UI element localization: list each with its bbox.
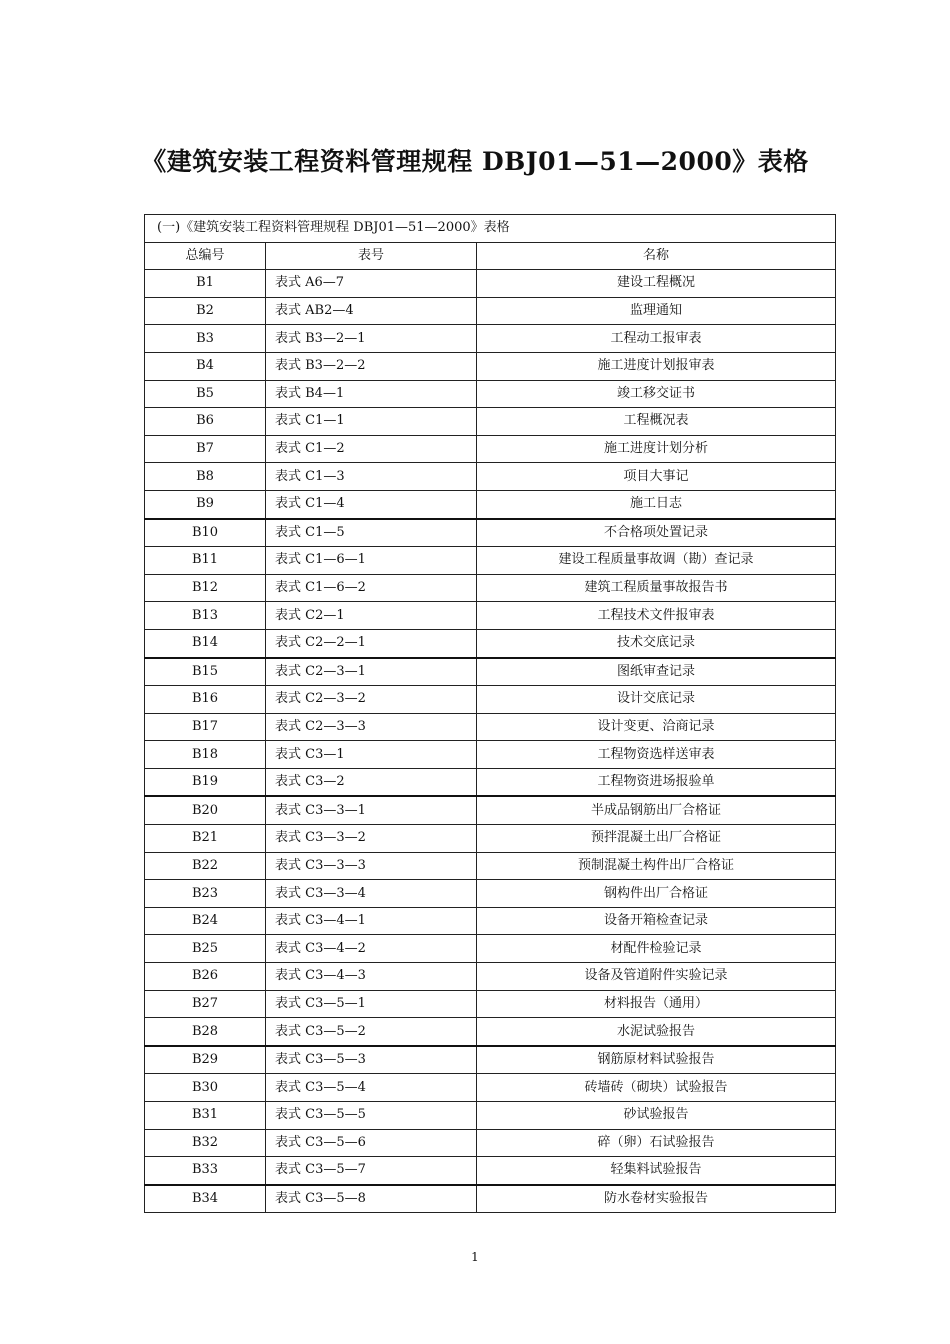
table-row	[145, 880, 836, 908]
cell-number: B18	[145, 741, 266, 769]
table-header-row	[145, 242, 836, 270]
cell-name: 钢筋原材料试验报告	[477, 1046, 836, 1074]
table-caption-row	[145, 215, 836, 243]
cell-form: 表式 C3—2	[266, 768, 477, 796]
cell-form: 表式 C2—3—1	[266, 658, 477, 686]
cell-number: B20	[145, 796, 266, 824]
cell-name: 工程技术文件报审表	[477, 602, 836, 630]
cell-form: 表式 A6—7	[266, 270, 477, 298]
cell-name: 建设工程概况	[477, 270, 836, 298]
cell-number: B30	[145, 1074, 266, 1102]
table-row	[145, 629, 836, 657]
cell-name: 设备及管道附件实验记录	[477, 963, 836, 991]
cell-name: 建筑工程质量事故报告书	[477, 574, 836, 602]
cell-name: 设备开箱检查记录	[477, 907, 836, 935]
table-row	[145, 1185, 836, 1213]
table-row	[145, 1102, 836, 1130]
table-row	[145, 574, 836, 602]
cell-number: B15	[145, 658, 266, 686]
cell-form: 表式 C3—1	[266, 741, 477, 769]
cell-name: 水泥试验报告	[477, 1018, 836, 1046]
cell-form: 表式 C2—2—1	[266, 629, 477, 657]
cell-number: B2	[145, 297, 266, 325]
cell-name: 工程物资进场报验单	[477, 768, 836, 796]
table-row	[145, 435, 836, 463]
cell-number: B13	[145, 602, 266, 630]
cell-form: 表式 B3—2—1	[266, 325, 477, 353]
cell-name: 竣工移交证书	[477, 380, 836, 408]
table-row	[145, 686, 836, 714]
cell-name: 工程动工报审表	[477, 325, 836, 353]
cell-name: 碎（卵）石试验报告	[477, 1129, 836, 1157]
table-row	[145, 852, 836, 880]
table-row	[145, 796, 836, 824]
table-row	[145, 408, 836, 436]
cell-name: 轻集料试验报告	[477, 1157, 836, 1185]
cell-form: 表式 C3—5—8	[266, 1185, 477, 1213]
cell-name: 监理通知	[477, 297, 836, 325]
header-number: 总编号	[145, 242, 266, 270]
cell-number: B16	[145, 686, 266, 714]
cell-name: 技术交底记录	[477, 629, 836, 657]
table-row	[145, 352, 836, 380]
forms-table	[144, 214, 836, 1213]
cell-form: 表式 C2—3—3	[266, 713, 477, 741]
cell-number: B9	[145, 490, 266, 518]
table-caption: (一)《建筑安装工程资料管理规程 DBJ01—51—2000》表格	[145, 215, 836, 243]
cell-number: B12	[145, 574, 266, 602]
cell-number: B7	[145, 435, 266, 463]
cell-number: B8	[145, 463, 266, 491]
cell-number: B24	[145, 907, 266, 935]
cell-number: B10	[145, 519, 266, 547]
cell-name: 设计交底记录	[477, 686, 836, 714]
cell-number: B3	[145, 325, 266, 353]
cell-number: B4	[145, 352, 266, 380]
cell-form: 表式 C1—6—2	[266, 574, 477, 602]
cell-name: 项目大事记	[477, 463, 836, 491]
cell-number: B23	[145, 880, 266, 908]
table-body	[145, 215, 836, 1213]
table-row	[145, 990, 836, 1018]
cell-form: 表式 C3—3—2	[266, 825, 477, 853]
cell-name: 施工进度计划报审表	[477, 352, 836, 380]
cell-form: 表式 C3—5—3	[266, 1046, 477, 1074]
cell-number: B17	[145, 713, 266, 741]
cell-name: 半成品钢筋出厂合格证	[477, 796, 836, 824]
cell-form: 表式 C3—4—1	[266, 907, 477, 935]
cell-number: B32	[145, 1129, 266, 1157]
cell-name: 钢构件出厂合格证	[477, 880, 836, 908]
table-row	[145, 741, 836, 769]
table-row	[145, 547, 836, 575]
cell-number: B31	[145, 1102, 266, 1130]
header-form: 表号	[266, 242, 477, 270]
cell-form: 表式 C3—3—4	[266, 880, 477, 908]
table-row	[145, 602, 836, 630]
cell-number: B29	[145, 1046, 266, 1074]
cell-name: 预制混凝土构件出厂合格证	[477, 852, 836, 880]
cell-form: 表式 C3—5—1	[266, 990, 477, 1018]
table-row	[145, 490, 836, 518]
table-row	[145, 713, 836, 741]
cell-form: 表式 C3—5—4	[266, 1074, 477, 1102]
cell-form: 表式 C3—5—7	[266, 1157, 477, 1185]
cell-form: 表式 C1—3	[266, 463, 477, 491]
table-row	[145, 380, 836, 408]
table-row	[145, 935, 836, 963]
cell-form: 表式 C3—5—6	[266, 1129, 477, 1157]
cell-form: 表式 B4—1	[266, 380, 477, 408]
cell-name: 不合格项处置记录	[477, 519, 836, 547]
cell-name: 防水卷材实验报告	[477, 1185, 836, 1213]
cell-number: B14	[145, 629, 266, 657]
cell-name: 预拌混凝土出厂合格证	[477, 825, 836, 853]
header-name: 名称	[477, 242, 836, 270]
table-row	[145, 1157, 836, 1185]
table-row	[145, 963, 836, 991]
table-row	[145, 270, 836, 298]
cell-number: B26	[145, 963, 266, 991]
cell-name: 材料报告（通用）	[477, 990, 836, 1018]
table-row	[145, 325, 836, 353]
page-number: 1	[471, 1250, 479, 1264]
cell-name: 工程物资选样送审表	[477, 741, 836, 769]
table-row	[145, 1046, 836, 1074]
cell-name: 设计变更、洽商记录	[477, 713, 836, 741]
cell-name: 施工进度计划分析	[477, 435, 836, 463]
table-row	[145, 1018, 836, 1046]
cell-form: 表式 C3—4—2	[266, 935, 477, 963]
cell-number: B27	[145, 990, 266, 1018]
table-row	[145, 658, 836, 686]
page-title: 《建筑安装工程资料管理规程 DBJ01—51—2000》表格	[141, 147, 809, 176]
cell-form: 表式 C3—3—1	[266, 796, 477, 824]
cell-name: 砖墙砖（砌块）试验报告	[477, 1074, 836, 1102]
cell-form: 表式 C3—3—3	[266, 852, 477, 880]
cell-number: B5	[145, 380, 266, 408]
cell-form: 表式 C3—5—2	[266, 1018, 477, 1046]
cell-form: 表式 C2—1	[266, 602, 477, 630]
table-row	[145, 519, 836, 547]
table-row	[145, 1074, 836, 1102]
cell-name: 施工日志	[477, 490, 836, 518]
cell-form: 表式 C1—5	[266, 519, 477, 547]
cell-form: 表式 C1—2	[266, 435, 477, 463]
cell-number: B33	[145, 1157, 266, 1185]
table-row	[145, 768, 836, 796]
cell-number: B22	[145, 852, 266, 880]
cell-form: 表式 C3—4—3	[266, 963, 477, 991]
cell-name: 建设工程质量事故调（勘）查记录	[477, 547, 836, 575]
cell-number: B21	[145, 825, 266, 853]
cell-form: 表式 AB2—4	[266, 297, 477, 325]
cell-number: B11	[145, 547, 266, 575]
cell-name: 图纸审查记录	[477, 658, 836, 686]
table-row	[145, 825, 836, 853]
cell-form: 表式 C2—3—2	[266, 686, 477, 714]
cell-form: 表式 C1—6—1	[266, 547, 477, 575]
cell-name: 砂试验报告	[477, 1102, 836, 1130]
cell-form: 表式 C1—1	[266, 408, 477, 436]
cell-number: B1	[145, 270, 266, 298]
table-row	[145, 1129, 836, 1157]
table-row	[145, 907, 836, 935]
cell-number: B25	[145, 935, 266, 963]
cell-number: B28	[145, 1018, 266, 1046]
table-row	[145, 297, 836, 325]
cell-name: 材配件检验记录	[477, 935, 836, 963]
cell-name: 工程概况表	[477, 408, 836, 436]
cell-number: B19	[145, 768, 266, 796]
cell-form: 表式 C3—5—5	[266, 1102, 477, 1130]
cell-number: B34	[145, 1185, 266, 1213]
table-row	[145, 463, 836, 491]
cell-form: 表式 C1—4	[266, 490, 477, 518]
cell-number: B6	[145, 408, 266, 436]
cell-form: 表式 B3—2—2	[266, 352, 477, 380]
